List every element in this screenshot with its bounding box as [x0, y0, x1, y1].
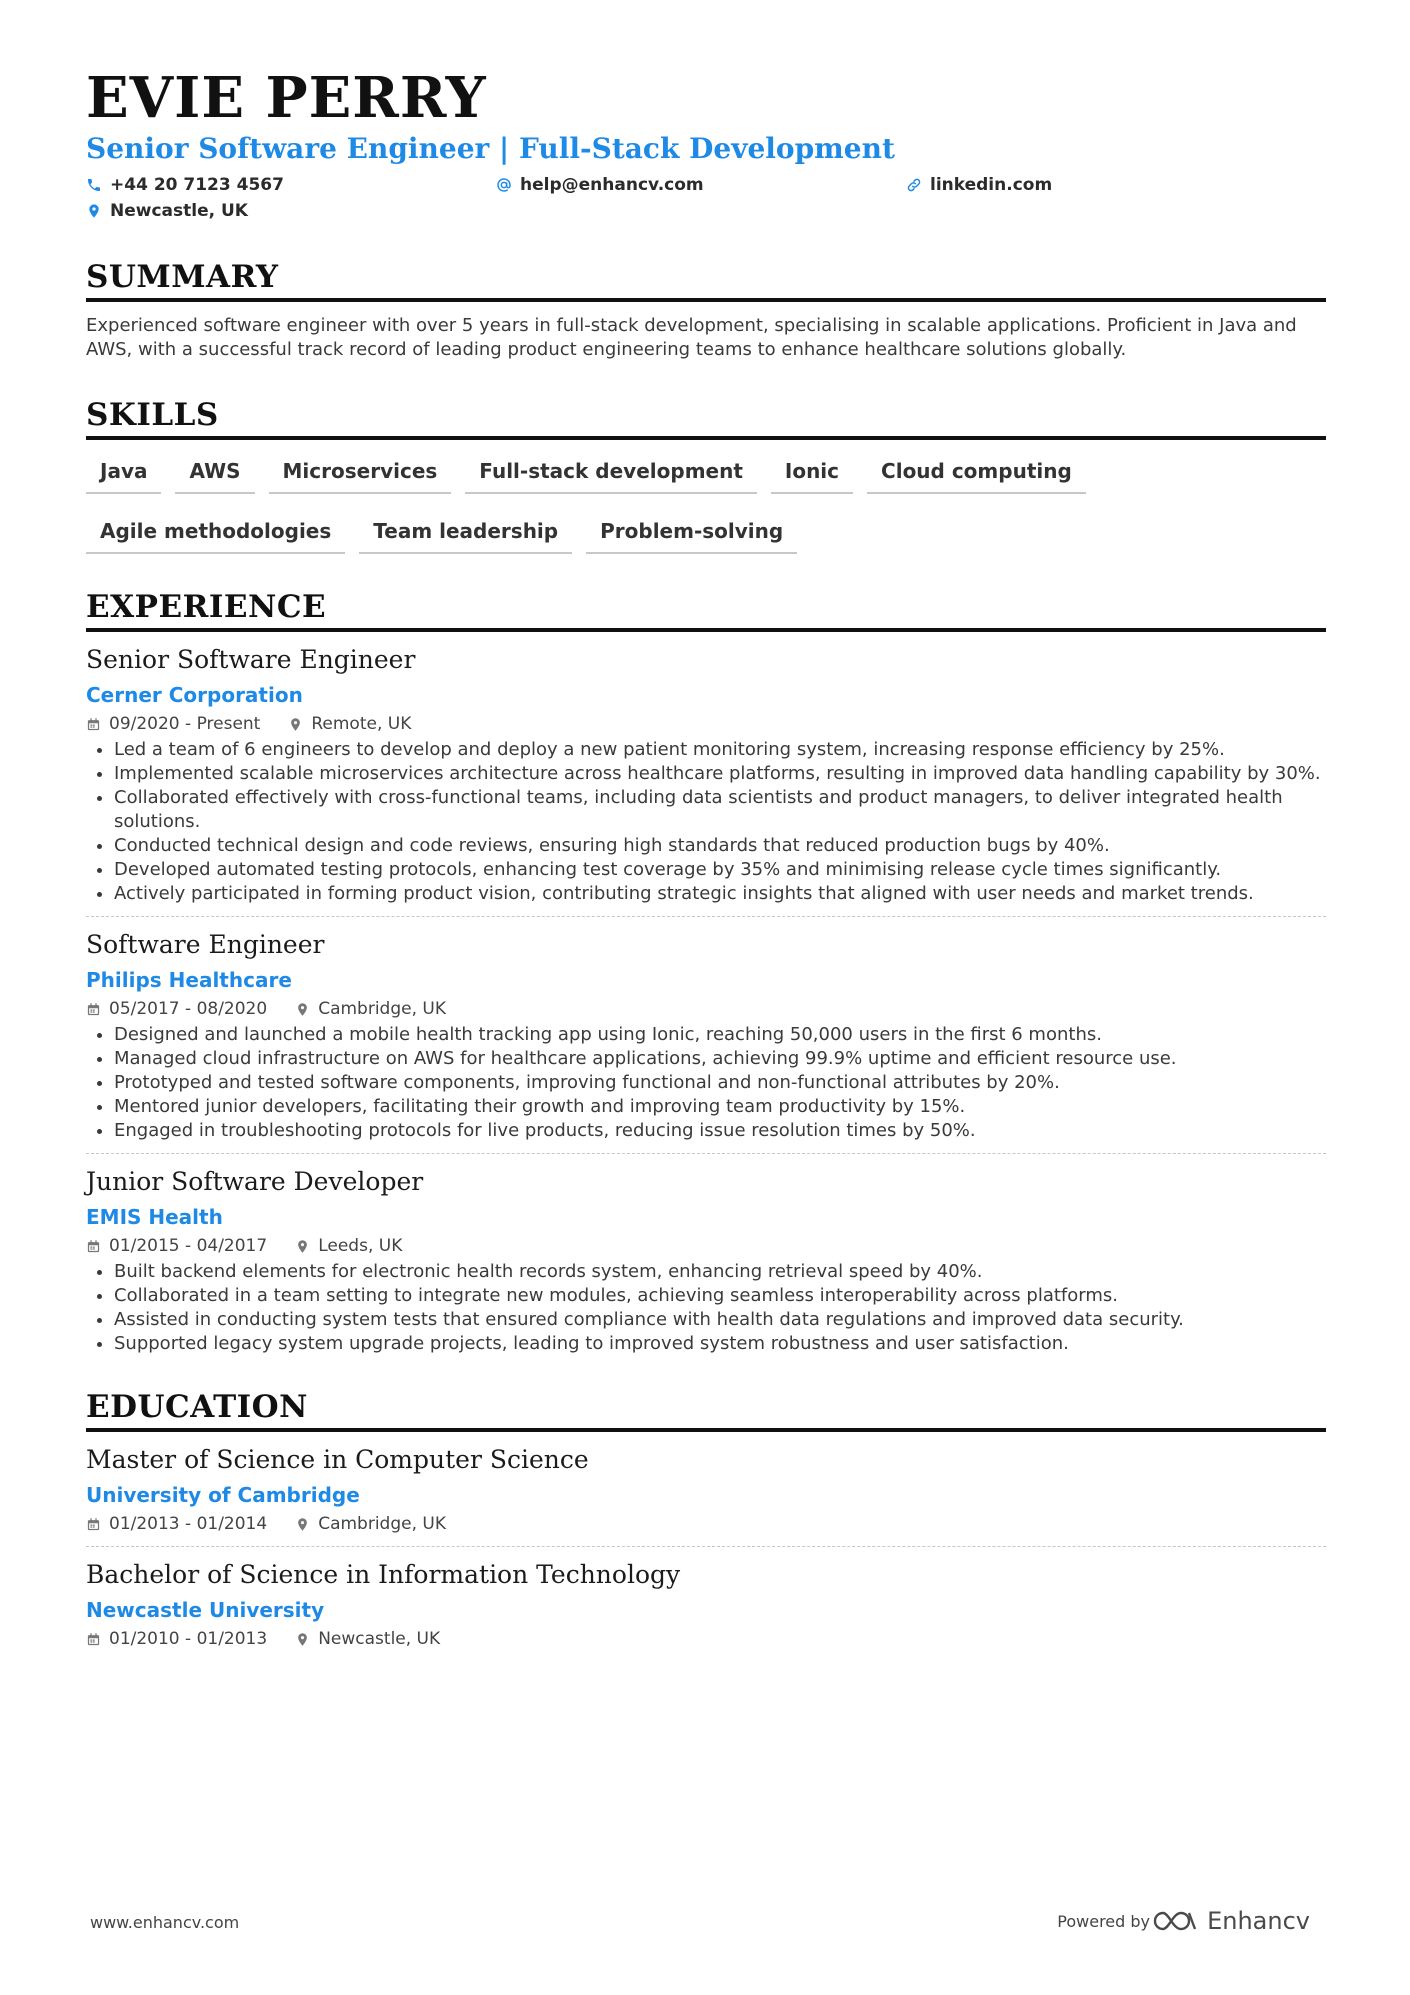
contact-linkedin[interactable] — [906, 172, 1316, 198]
date-text: 01/2015 - 04/2017 — [109, 1236, 268, 1256]
location-pin-icon — [86, 203, 102, 219]
contact-phone — [86, 172, 496, 198]
contact-list — [86, 172, 1326, 224]
experience-entry — [86, 1154, 1326, 1366]
list-item: • Actively participated in forming product vision, contributing strategic insights that aligned with user needs and market trends. — [114, 882, 1326, 906]
date-range — [86, 999, 267, 1019]
entry-meta — [86, 712, 1326, 736]
page-footer — [90, 1907, 1310, 1937]
education-entry — [86, 1432, 1326, 1547]
list-item: • Designed and launched a mobile health tracking app using Ionic, reaching 50,000 users in the first 6 months. — [114, 1023, 1326, 1047]
location-text: Cambridge, UK — [318, 999, 446, 1019]
contact-email[interactable] — [496, 172, 906, 198]
link-icon — [906, 177, 922, 193]
location-pin-icon — [295, 1002, 310, 1017]
brand-logo[interactable] — [1151, 1907, 1310, 1935]
list-item: • Built backend elements for electronic health records system, enhancing retrieval speed by 40%. — [114, 1260, 1326, 1284]
entry-meta — [86, 1234, 1326, 1258]
calendar-icon — [86, 1517, 101, 1532]
summary-section — [86, 258, 1326, 362]
achievement-list — [86, 1023, 1326, 1143]
location — [295, 1514, 446, 1534]
skill-tag: Microservices — [269, 454, 452, 494]
job-title: Software Engineer — [86, 930, 325, 959]
skill-tag: Problem-solving — [586, 514, 797, 554]
location — [288, 714, 411, 734]
list-item: • Developed automated testing protocols, enhancing test coverage by 35% and minimising release cycle times significantly. — [114, 858, 1326, 882]
date-text: 05/2017 - 08/2020 — [109, 999, 268, 1019]
achievement-list — [86, 1260, 1326, 1356]
company-name: Philips Healthcare — [86, 968, 292, 992]
contact-location — [86, 198, 496, 224]
enhancv-logo-icon — [1151, 1908, 1199, 1934]
entry-meta — [86, 997, 1326, 1021]
location-text: Leeds, UK — [318, 1236, 403, 1256]
section-title-summary: SUMMARY — [86, 258, 1326, 302]
list-item: • Assisted in conducting system tests that ensured compliance with health data regulations and improved data security. — [114, 1308, 1326, 1332]
location-text: Newcastle, UK — [318, 1629, 441, 1649]
list-item: • Managed cloud infrastructure on AWS for healthcare applications, achieving 99.9% uptime and efficient resource use. — [114, 1047, 1326, 1071]
location-pin-icon — [288, 717, 303, 732]
degree-title: Master of Science in Computer Science — [86, 1445, 589, 1474]
location — [295, 1629, 440, 1649]
experience-entry — [86, 632, 1326, 917]
company-name: Cerner Corporation — [86, 683, 303, 707]
phone-text: +44 20 7123 4567 — [110, 175, 284, 195]
date-range — [86, 1629, 267, 1649]
email-text: help@enhancv.com — [520, 175, 704, 195]
skill-tag: Cloud computing — [867, 454, 1086, 494]
skill-tag: Full-stack development — [465, 454, 757, 494]
entry-meta — [86, 1512, 1326, 1536]
date-range — [86, 1514, 267, 1534]
degree-title: Bachelor of Science in Information Technology — [86, 1560, 681, 1589]
experience-entry — [86, 917, 1326, 1154]
list-item: • Collaborated effectively with cross-functional teams, including data scientists and product managers, to deliver integrated health solutions. — [114, 786, 1326, 834]
list-item: • Implemented scalable microservices architecture across healthcare platforms, resulting in improved data handling capability by 30%. — [114, 762, 1326, 786]
date-range — [86, 714, 260, 734]
list-item: • Supported legacy system upgrade projects, leading to improved system robustness and user satisfaction. — [114, 1332, 1326, 1356]
list-item: • Conducted technical design and code reviews, ensuring high standards that reduced production bugs by 40%. — [114, 834, 1326, 858]
calendar-icon — [86, 1002, 101, 1017]
skills-list — [86, 454, 1326, 574]
brand-name: Enhancv — [1207, 1907, 1310, 1935]
education-entry — [86, 1547, 1326, 1661]
school-name: University of Cambridge — [86, 1483, 360, 1507]
footer-url[interactable]: www.enhancv.com — [90, 1913, 240, 1932]
list-item: • Engaged in troubleshooting protocols for live products, reducing issue resolution times by 50%. — [114, 1119, 1326, 1143]
list-item: • Led a team of 6 engineers to develop and deploy a new patient monitoring system, increasing response efficiency by 25%. — [114, 738, 1326, 762]
location-pin-icon — [295, 1632, 310, 1647]
location-pin-icon — [295, 1517, 310, 1532]
skill-tag: Agile methodologies — [86, 514, 345, 554]
location-text: Cambridge, UK — [318, 1514, 446, 1534]
entry-meta — [86, 1627, 1326, 1651]
skill-tag: AWS — [175, 454, 254, 494]
company-name: EMIS Health — [86, 1205, 223, 1229]
linkedin-text: linkedin.com — [930, 175, 1053, 195]
skill-tag: Team leadership — [359, 514, 572, 554]
list-item: • Prototyped and tested software components, improving functional and non-functional attributes by 20%. — [114, 1071, 1326, 1095]
summary-text: Experienced software engineer with over 5 years in full-stack development, specialising in scalable applications. Proficient in Java and AWS, with a successful track record of leading product engineering teams to enhance healthcare solutions globally. — [86, 315, 1297, 360]
list-item: • Mentored junior developers, facilitating their growth and improving team productivity by 15%. — [114, 1095, 1326, 1119]
location — [295, 1236, 402, 1256]
list-item: • Collaborated in a team setting to integrate new modules, achieving seamless interoperability across platforms. — [114, 1284, 1326, 1308]
education-section — [86, 1388, 1326, 1661]
candidate-name: EVIE PERRY — [86, 65, 487, 131]
school-name: Newcastle University — [86, 1598, 325, 1622]
at-icon — [496, 177, 512, 193]
location — [295, 999, 446, 1019]
skill-tag: Java — [86, 454, 161, 494]
date-text: 01/2013 - 01/2014 — [109, 1514, 268, 1534]
skills-section — [86, 396, 1326, 574]
powered-by-label: Powered by — [1057, 1912, 1150, 1931]
location-pin-icon — [295, 1239, 310, 1254]
date-text: 01/2010 - 01/2013 — [109, 1629, 268, 1649]
resume-page — [86, 66, 1326, 1661]
experience-section — [86, 588, 1326, 1366]
date-text: 09/2020 - Present — [109, 714, 261, 734]
date-range — [86, 1236, 267, 1256]
calendar-icon — [86, 1632, 101, 1647]
section-title-experience: EXPERIENCE — [86, 588, 1326, 632]
location-text: Remote, UK — [311, 714, 412, 734]
section-title-education: EDUCATION — [86, 1388, 1326, 1432]
job-title: Senior Software Engineer — [86, 645, 416, 674]
headline: Senior Software Engineer | Full-Stack Development — [86, 132, 895, 165]
calendar-icon — [86, 717, 101, 732]
phone-icon — [86, 177, 102, 193]
section-title-skills: SKILLS — [86, 396, 1326, 440]
skill-tag: Ionic — [771, 454, 853, 494]
location-text: Newcastle, UK — [110, 201, 248, 221]
job-title: Junior Software Developer — [86, 1167, 424, 1196]
calendar-icon — [86, 1239, 101, 1254]
achievement-list — [86, 738, 1326, 906]
